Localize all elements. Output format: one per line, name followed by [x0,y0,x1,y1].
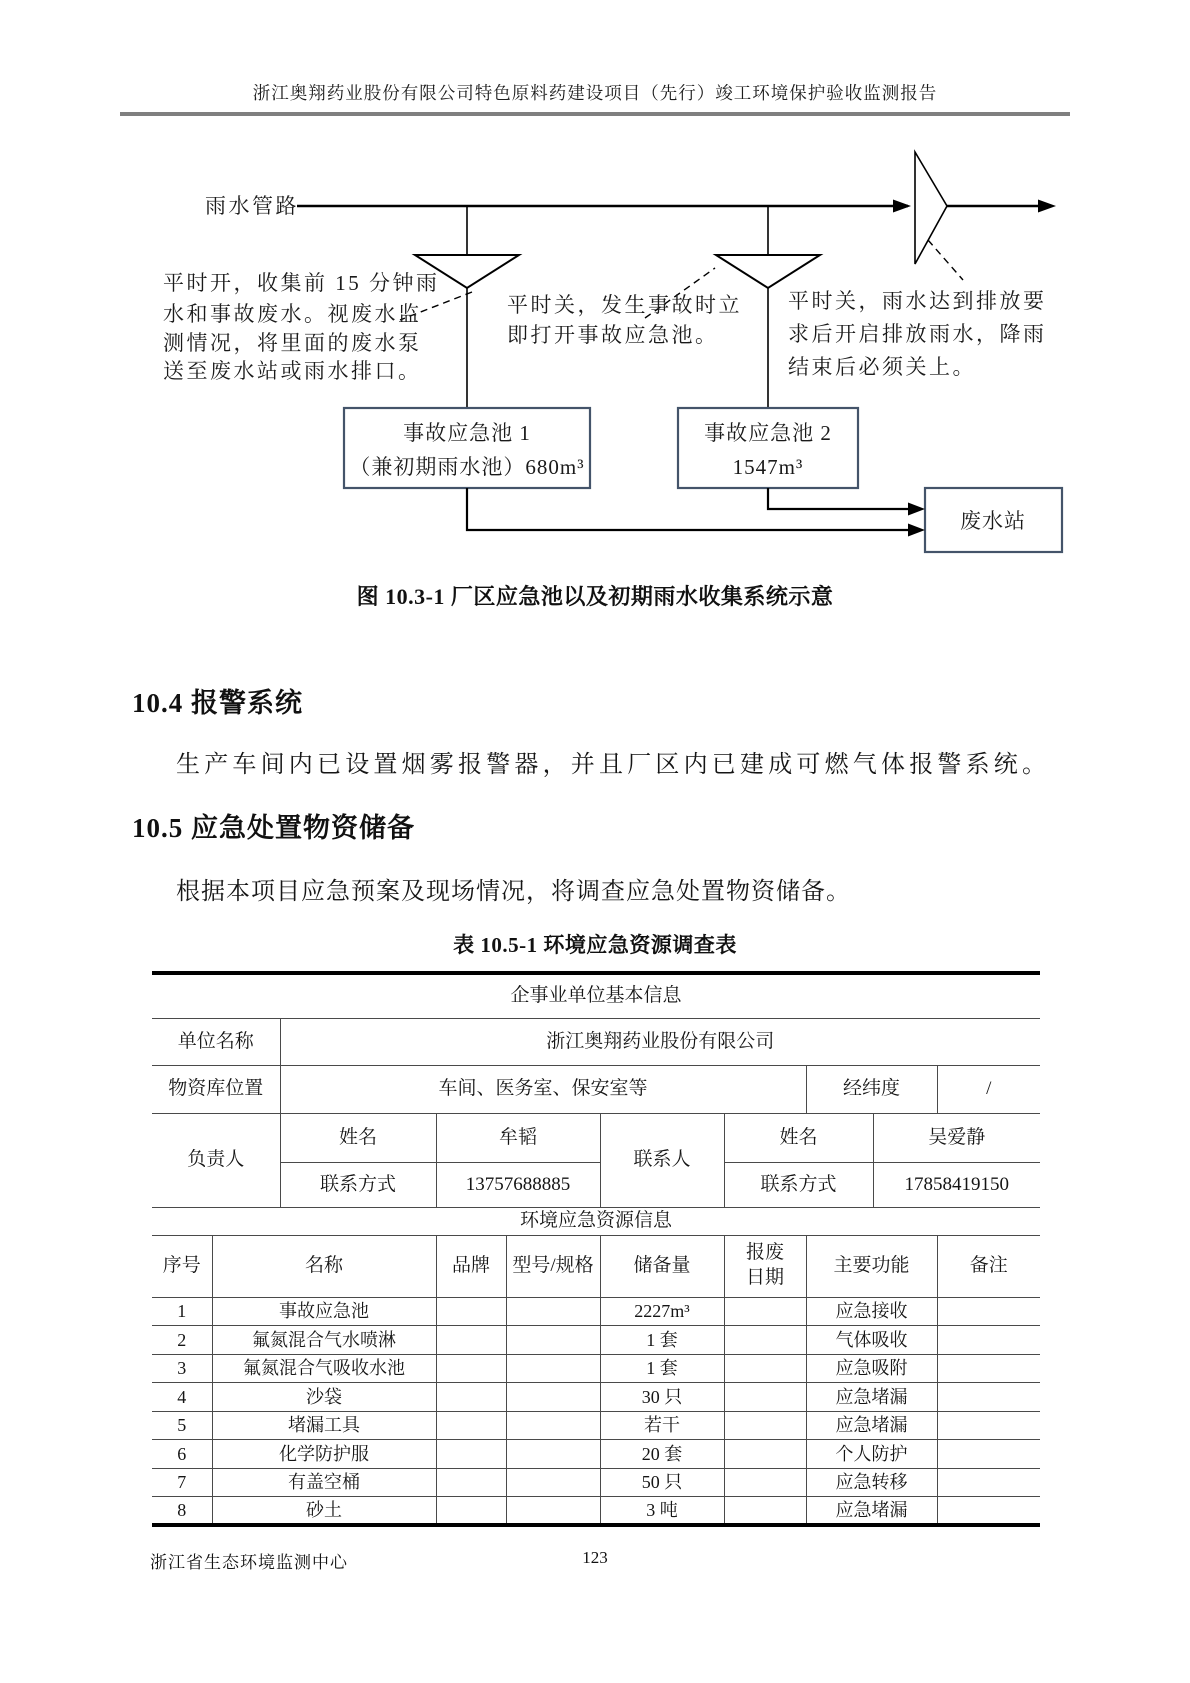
arrowhead-icon [1038,200,1056,213]
page-header-title: 浙江奥翔药业股份有限公司特色原料药建设项目（先行）竣工环境保护验收监测报告 [252,83,938,103]
resource-row-6 [152,1440,1040,1469]
resource-row-5 [152,1411,1040,1440]
cell-seq: 8 [152,1497,212,1526]
cell-function: 气体吸收 [806,1326,937,1355]
emergency-resource-table [152,971,1040,1527]
resource-header-row [152,1235,1040,1297]
cell-scrap-date [724,1383,806,1412]
contact-name-value: 吴爱静 [873,1113,1040,1162]
cell-function: 应急转移 [806,1468,937,1497]
cell-function: 应急接收 [806,1297,937,1326]
storage-value: 车间、医务室、保安室等 [280,1065,806,1113]
unit-name-row [152,1018,1040,1065]
cell-brand [436,1326,506,1355]
cell-quantity: 若干 [600,1411,724,1440]
pipeline-label: 雨水管路 [205,194,299,218]
table-section-resource-info [152,1207,1040,1235]
col-seq: 序号 [152,1235,212,1297]
contact-phone-label: 联系方式 [724,1162,873,1207]
cell-spec [506,1297,600,1326]
svg-text:即打开事故应急池。: 即打开事故应急池。 [507,323,719,347]
svg-text:结束后必须关上。: 结束后必须关上。 [788,355,976,379]
section-header-cell: 企事业单位基本信息 [152,973,1040,1018]
cell-seq: 6 [152,1440,212,1469]
cell-name: 氟氮混合气吸收水池 [212,1354,436,1383]
cell-spec [506,1440,600,1469]
cell-scrap-date [724,1440,806,1469]
note-middle [507,293,742,347]
cell-note [937,1326,1040,1355]
cell-seq: 1 [152,1297,212,1326]
col-function: 主要功能 [806,1235,937,1297]
cell-scrap-date [724,1411,806,1440]
cell-note [937,1297,1040,1326]
storage-label: 物资库位置 [152,1065,280,1113]
manager-name-label: 姓名 [280,1113,436,1162]
paragraph-10-4: 生产车间内已设置烟雾报警器，并且厂区内已建成可燃气体报警系统。 [176,752,1051,778]
unit-name-value: 浙江奥翔药业股份有限公司 [280,1018,1040,1065]
cell-quantity: 3 吨 [600,1497,724,1526]
responsible-name-row [152,1113,1040,1162]
funnel-valve-2-icon [716,255,820,288]
svg-text:平时开，收集前 15 分钟雨: 平时开，收集前 15 分钟雨 [163,271,440,295]
cell-spec [506,1326,600,1355]
manager-phone-value: 13757688885 [436,1162,600,1207]
cell-brand [436,1297,506,1326]
cell-note [937,1440,1040,1469]
cell-name: 堵漏工具 [212,1411,436,1440]
note-left [163,271,440,383]
resource-row-8 [152,1497,1040,1526]
table-title: 表 10.5-1 环境应急资源调查表 [453,933,737,957]
footer-org-name: 浙江省生态环境监测中心 [150,1553,348,1572]
svg-text:求后开启排放雨水，降雨: 求后开启排放雨水，降雨 [788,322,1047,346]
cell-scrap-date [724,1326,806,1355]
col-spec: 型号/规格 [506,1235,600,1297]
footer-page-number: 123 [582,1548,608,1567]
cell-brand [436,1440,506,1469]
cell-brand [436,1411,506,1440]
unit-name-label: 单位名称 [152,1018,280,1065]
manager-name-value: 牟韬 [436,1113,600,1162]
storage-location-row [152,1065,1040,1113]
cell-name: 事故应急池 [212,1297,436,1326]
section-heading-10-5: 10.5 应急处置物资储备 [132,813,415,843]
cell-name: 砂土 [212,1497,436,1526]
cell-note [937,1497,1040,1526]
cell-spec [506,1468,600,1497]
paragraph-10-5: 根据本项目应急预案及现场情况，将调查应急处置物资储备。 [176,879,851,905]
cell-spec [506,1497,600,1526]
pool2-to-station-line [768,488,910,509]
discharge-valve-icon [915,152,947,264]
cell-function: 个人防护 [806,1440,937,1469]
note-right [788,289,1047,379]
responsible-phone-row [152,1162,1040,1207]
col-name: 名称 [212,1235,436,1297]
callout-dash-right [928,240,963,280]
cell-name: 氟氮混合气水喷淋 [212,1326,436,1355]
cell-scrap-date [724,1468,806,1497]
svg-text:平时关，发生事故时立: 平时关，发生事故时立 [507,293,742,317]
emergency-pool-diagram [145,140,1065,560]
arrowhead-icon [908,524,925,537]
col-scrap-date: 报废日期 [724,1235,806,1297]
resource-row-4 [152,1383,1040,1412]
cell-seq: 5 [152,1411,212,1440]
pool-2-title: 事故应急池 2 [704,421,832,445]
pool-2-volume: 1547m³ [732,455,804,479]
cell-quantity: 50 只 [600,1468,724,1497]
latlng-value: / [937,1065,1040,1113]
cell-brand [436,1468,506,1497]
cell-function: 应急堵漏 [806,1497,937,1526]
svg-text:平时关，雨水达到排放要: 平时关，雨水达到排放要 [788,289,1047,313]
cell-spec [506,1383,600,1412]
manager-label: 负责人 [152,1113,280,1207]
cell-spec [506,1411,600,1440]
col-note: 备注 [937,1235,1040,1297]
cell-quantity: 1 套 [600,1326,724,1355]
col-brand: 品牌 [436,1235,506,1297]
cell-spec [506,1354,600,1383]
svg-text:送至废水站或雨水排口。: 送至废水站或雨水排口。 [163,359,422,383]
cell-function: 应急堵漏 [806,1383,937,1412]
cell-note [937,1354,1040,1383]
cell-scrap-date [724,1297,806,1326]
cell-name: 有盖空桶 [212,1468,436,1497]
cell-name: 化学防护服 [212,1440,436,1469]
cell-name: 沙袋 [212,1383,436,1412]
resource-row-3 [152,1354,1040,1383]
cell-brand [436,1497,506,1526]
cell-brand [436,1383,506,1412]
cell-brand [436,1354,506,1383]
svg-text:测情况，将里面的废水泵: 测情况，将里面的废水泵 [163,331,422,355]
resource-row-1 [152,1297,1040,1326]
contact-name-label: 姓名 [724,1113,873,1162]
table-section-basic-info [152,973,1040,1018]
manager-phone-label: 联系方式 [280,1162,436,1207]
arrowhead-icon [908,503,925,516]
cell-seq: 3 [152,1354,212,1383]
latlng-label: 经纬度 [806,1065,937,1113]
cell-seq: 4 [152,1383,212,1412]
cell-seq: 7 [152,1468,212,1497]
resource-row-2 [152,1326,1040,1355]
cell-scrap-date [724,1497,806,1526]
section-heading-10-4: 10.4 报警系统 [132,688,303,718]
section-header-cell: 环境应急资源信息 [152,1207,1040,1235]
cell-quantity: 1 套 [600,1354,724,1383]
contact-label: 联系人 [600,1113,724,1207]
cell-seq: 2 [152,1326,212,1355]
resource-row-7 [152,1468,1040,1497]
cell-note [937,1411,1040,1440]
pool-1-title: 事故应急池 1 [403,421,531,445]
cell-quantity: 2227m³ [600,1297,724,1326]
pool-1-volume: （兼初期雨水池）680m³ [349,455,585,479]
figure-caption: 图 10.3-1 厂区应急池以及初期雨水收集系统示意 [356,584,834,609]
cell-quantity: 30 只 [600,1383,724,1412]
cell-note [937,1468,1040,1497]
cell-function: 应急吸附 [806,1354,937,1383]
header-rule [120,112,1070,116]
col-quantity: 储备量 [600,1235,724,1297]
cell-quantity: 20 套 [600,1440,724,1469]
svg-text:水和事故废水。视废水监: 水和事故废水。视废水监 [163,302,422,326]
cell-note [937,1383,1040,1412]
cell-scrap-date [724,1354,806,1383]
waste-station-label: 废水站 [960,509,1026,533]
cell-function: 应急堵漏 [806,1411,937,1440]
contact-phone-value: 17858419150 [873,1162,1040,1207]
arrowhead-icon [893,200,911,213]
